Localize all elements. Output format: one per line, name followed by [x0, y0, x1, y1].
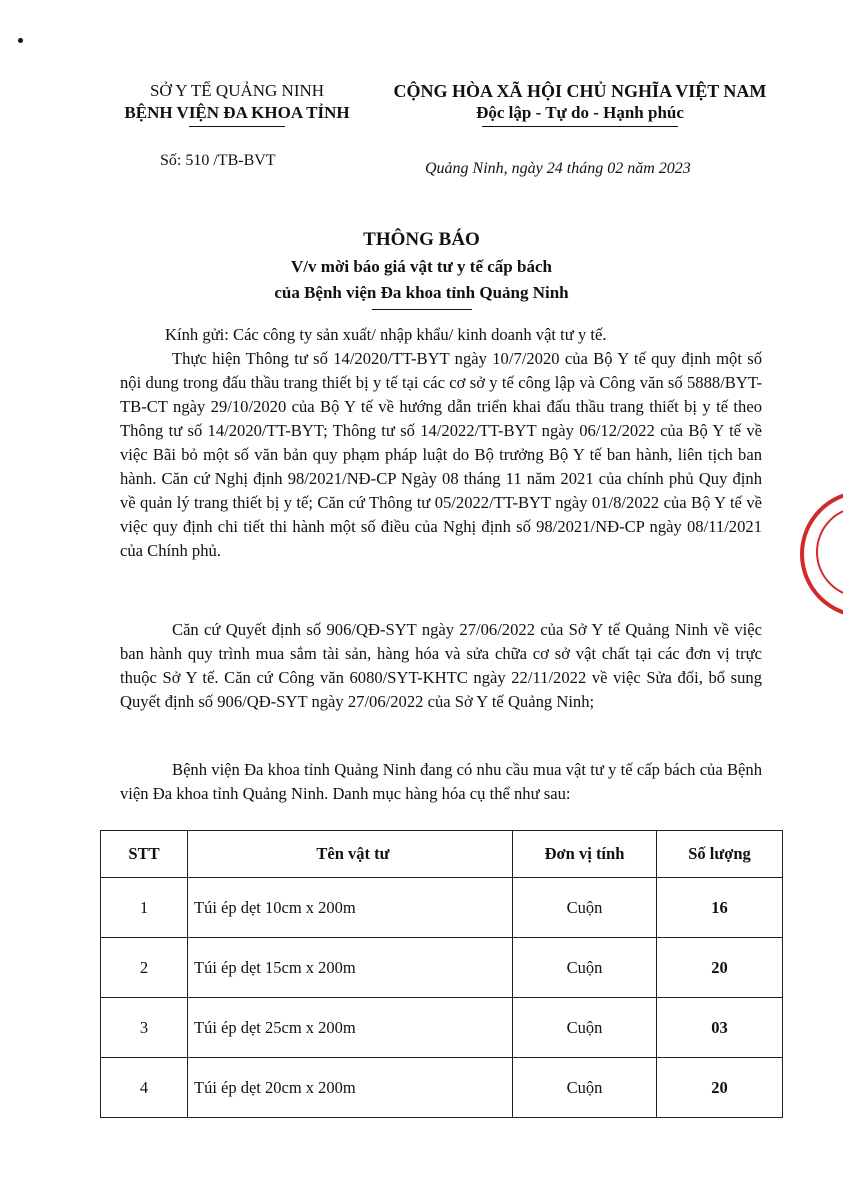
cell-unit: Cuộn: [513, 938, 657, 998]
national-motto: [380, 80, 780, 127]
place-date: Quảng Ninh, ngày 24 tháng 02 năm 2023: [425, 160, 691, 177]
cell-unit: Cuộn: [513, 998, 657, 1058]
cell-item-name: Túi ép dẹt 20cm x 200m: [188, 1058, 513, 1118]
title-underline: [372, 309, 472, 310]
table-row: [101, 938, 783, 998]
cell-item-name: Túi ép dẹt 15cm x 200m: [188, 938, 513, 998]
motto-underline: [482, 126, 678, 127]
cell-stt: 2: [101, 938, 188, 998]
header-item-name: Tên vật tư: [188, 831, 513, 878]
scan-speck: [18, 38, 23, 43]
cell-unit: Cuộn: [513, 878, 657, 938]
red-seal-stamp: [800, 490, 843, 618]
header-stt: STT: [101, 831, 188, 878]
org-underline: [189, 126, 285, 127]
document-title: THÔNG BÁO: [363, 229, 480, 250]
issuing-organization: [92, 80, 382, 127]
cell-quantity: 20: [657, 1058, 783, 1118]
paragraph-decision: Căn cứ Quyết định số 906/QĐ-SYT ngày 27/06/2022 của Sở Y tế Quảng Ninh về việc ban hành quy trình mua sắm tài sản, hàng hóa và sửa chữa cơ sở vật chất tại các đơn vị trực thuộc Sở Y tế. Căn cứ Công văn 6080/SYT-KHTC ngày 22/11/2022 về việc Sửa đổi, bổ sung Quyết định số 906/QĐ-SYT ngày 27/06/2022 của Sở Y tế Quảng Ninh;: [120, 620, 762, 711]
header-quantity: Số lượng: [657, 831, 783, 878]
items-table: [100, 830, 783, 1118]
table-row: [101, 998, 783, 1058]
cell-unit: Cuộn: [513, 1058, 657, 1118]
cell-quantity: 03: [657, 998, 783, 1058]
org-line-1: SỞ Y TẾ QUẢNG NINH: [149, 81, 325, 100]
cell-item-name: Túi ép dẹt 25cm x 200m: [188, 998, 513, 1058]
nation-line-2: Độc lập - Tự do - Hạnh phúc: [476, 103, 684, 122]
cell-stt: 1: [101, 878, 188, 938]
table-row: [101, 878, 783, 938]
document-subject-line-1: V/v mời báo giá vật tư y tế cấp bách: [291, 257, 552, 276]
nation-line-1: CỘNG HÒA XÃ HỘI CHỦ NGHĨA VIỆT NAM: [393, 81, 767, 101]
greeting: Kính gửi: Các công ty sản xuất/ nhập khẩu/ kinh doanh vật tư y tế.: [165, 325, 607, 344]
org-line-2: BỆNH VIỆN ĐA KHOA TỈNH: [124, 103, 350, 122]
header-unit: Đơn vị tính: [513, 831, 657, 878]
table-header-row: [101, 831, 783, 878]
table-row: [101, 1058, 783, 1118]
document-number: Số: 510 /TB-BVT: [160, 152, 276, 169]
cell-stt: 3: [101, 998, 188, 1058]
seal-inner-ring: [816, 506, 843, 598]
cell-stt: 4: [101, 1058, 188, 1118]
paragraph-legal-basis: Thực hiện Thông tư số 14/2020/TT-BYT ngày 10/7/2020 của Bộ Y tế quy định một số nội dung trong đấu thầu trang thiết bị y tế tại các cơ sở y tế công lập và Công văn số 5888/BYT-TB-CT ngày 29/10/2020 của Bộ Y tế về hướng dẫn triển khai đấu thầu trang thiết bị y tế theo Thông tư số 14/2020/TT-BYT; Thông tư số 14/2022/TT-BYT ngày 06/12/2022 của Bộ Y tế về việc Bãi bỏ một số văn bản quy phạm pháp luật do Bộ trưởng Bộ Y tế ban hành, liên tịch ban hành. Căn cứ Nghị định 98/2021/NĐ-CP Ngày 08 tháng 11 năm 2021 của chính phủ Quy định về quản lý trang thiết bị y tế; Căn cứ Thông tư 05/2022/TT-BYT ngày 01/8/2022 của Bộ Y tế về việc quy định chi tiết thi hành một số điều của Nghị định số 98/2021/NĐ-CP ngày 08/11/2021 của Chính phủ.: [120, 349, 762, 560]
paragraph-request: Bệnh viện Đa khoa tỉnh Quảng Ninh đang có nhu cầu mua vật tư y tế cấp bách của Bệnh viện Đa khoa tỉnh Quảng Ninh. Danh mục hàng hóa cụ thể như sau:: [120, 760, 762, 803]
document-subject-line-2: của Bệnh viện Đa khoa tỉnh Quảng Ninh: [274, 283, 569, 302]
cell-quantity: 16: [657, 878, 783, 938]
cell-item-name: Túi ép dẹt 10cm x 200m: [188, 878, 513, 938]
cell-quantity: 20: [657, 938, 783, 998]
